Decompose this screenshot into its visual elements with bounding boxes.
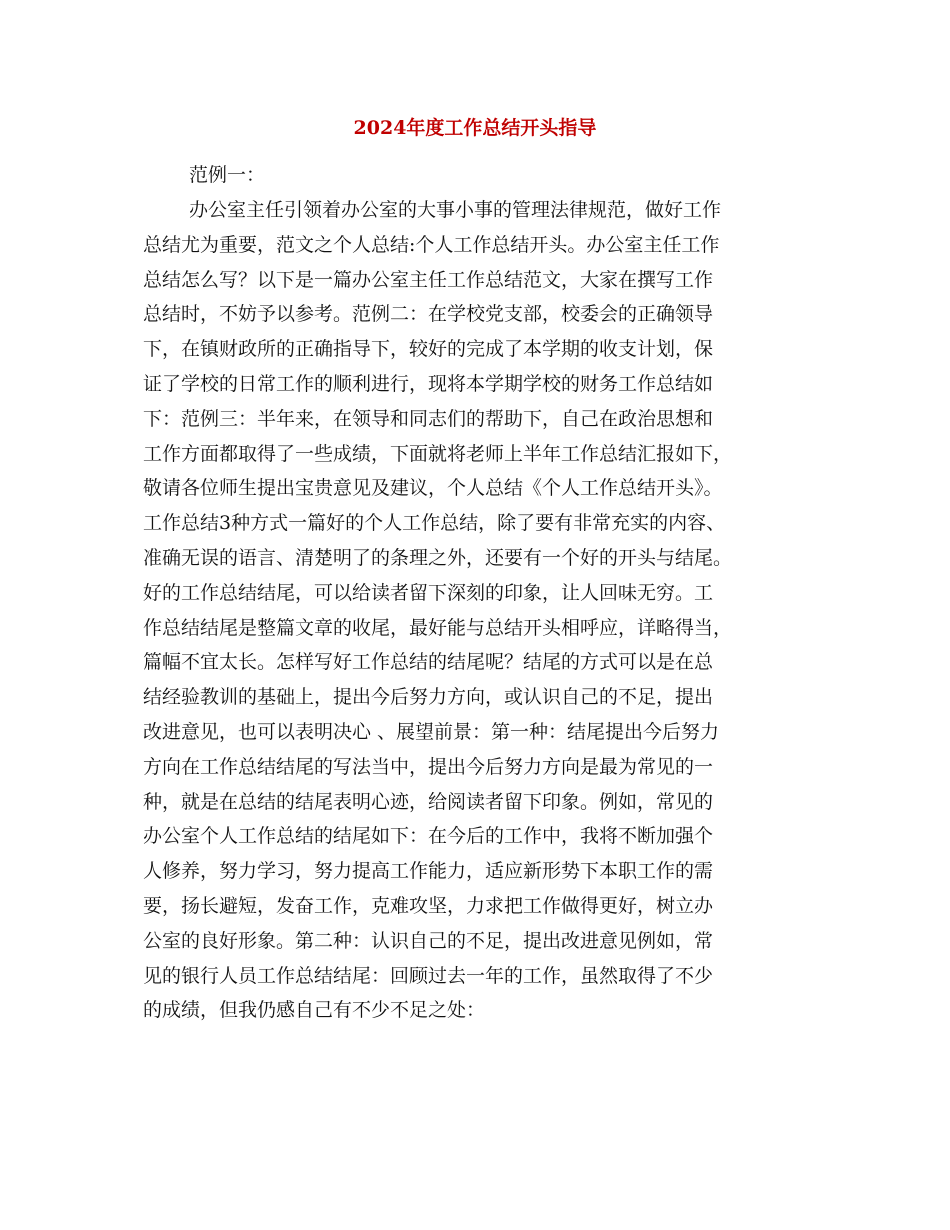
paragraph-line: 要，扬长避短，发奋工作，克难攻坚，力求把工作做得更好，树立办 <box>143 894 714 917</box>
document-title: 2024年度工作总结开头指导 <box>353 117 597 139</box>
paragraph-line: 人修养，努力学习，努力提高工作能力，适应新形势下本职工作的需 <box>143 860 714 883</box>
paragraph-line: 的成绩，但我仍感自己有不少不足之处： <box>143 999 486 1022</box>
section-label: 范例一： <box>189 164 266 186</box>
paragraph-line: 下，在镇财政所的正确指导下，较好的完成了本学期的收支计划，保 <box>143 338 714 361</box>
paragraph-line: 下：范例三：半年来，在领导和同志们的帮助下，自己在政治思想和 <box>143 407 714 430</box>
paragraph-line: 工作总结3种方式一篇好的个人工作总结，除了要有非常充实的内容、 <box>143 512 726 535</box>
paragraph-line: 作总结结尾是整篇文章的收尾，最好能与总结开头相呼应，详略得当， <box>143 616 733 639</box>
paragraph-line: 办公室个人工作总结的结尾如下：在今后的工作中，我将不断加强个 <box>143 825 714 848</box>
paragraph-line: 工作方面都取得了一些成绩，下面就将老师上半年工作总结汇报如下， <box>143 442 733 465</box>
paragraph-line: 敬请各位师生提出宝贵意见及建议，个人总结《个人工作总结开头》。 <box>143 477 723 500</box>
paragraph-line: 结经验教训的基础上，提出今后努力方向，或认识自己的不足，提出 <box>143 686 714 709</box>
paragraph-line: 方向在工作总结结尾的写法当中，提出今后努力方向是最为常见的一 <box>143 755 714 778</box>
paragraph-line: 总结尤为重要，范文之个人总结:个人工作总结开头。办公室主任工作 <box>143 233 720 256</box>
paragraph-line: 篇幅不宜太长。怎样写好工作总结的结尾呢？结尾的方式可以是在总 <box>143 651 714 674</box>
body-paragraph <box>143 193 808 1028</box>
paragraph-line: 种，就是在总结的结尾表明心迹，给阅读者留下印象。例如，常见的 <box>143 790 714 813</box>
paragraph-line: 公室的良好形象。第二种：认识自己的不足，提出改进意见例如，常 <box>143 929 714 952</box>
paragraph-line: 准确无误的语言、清楚明了的条理之外，还要有一个好的开头与结尾。 <box>143 546 733 569</box>
paragraph-line: 办公室主任引领着办公室的大事小事的管理法律规范，做好工作 <box>189 199 722 221</box>
paragraph-line: 改进意见，也可以表明决心 、展望前景：第一种：结尾提出今后努力 <box>143 720 720 743</box>
paragraph-line: 好的工作总结结尾，可以给读者留下深刻的印象，让人回味无穷。工 <box>143 581 714 604</box>
paragraph-line: 证了学校的日常工作的顺利进行，现将本学期学校的财务工作总结如 <box>143 372 714 395</box>
paragraph-line: 总结怎么写？以下是一篇办公室主任工作总结范文，大家在撰写工作 <box>143 268 714 291</box>
paragraph-line: 总结时，不妨予以参考。范例二：在学校党支部，校委会的正确领导 <box>143 303 714 326</box>
paragraph-line: 见的银行人员工作总结结尾：回顾过去一年的工作，虽然取得了不少 <box>143 964 714 987</box>
